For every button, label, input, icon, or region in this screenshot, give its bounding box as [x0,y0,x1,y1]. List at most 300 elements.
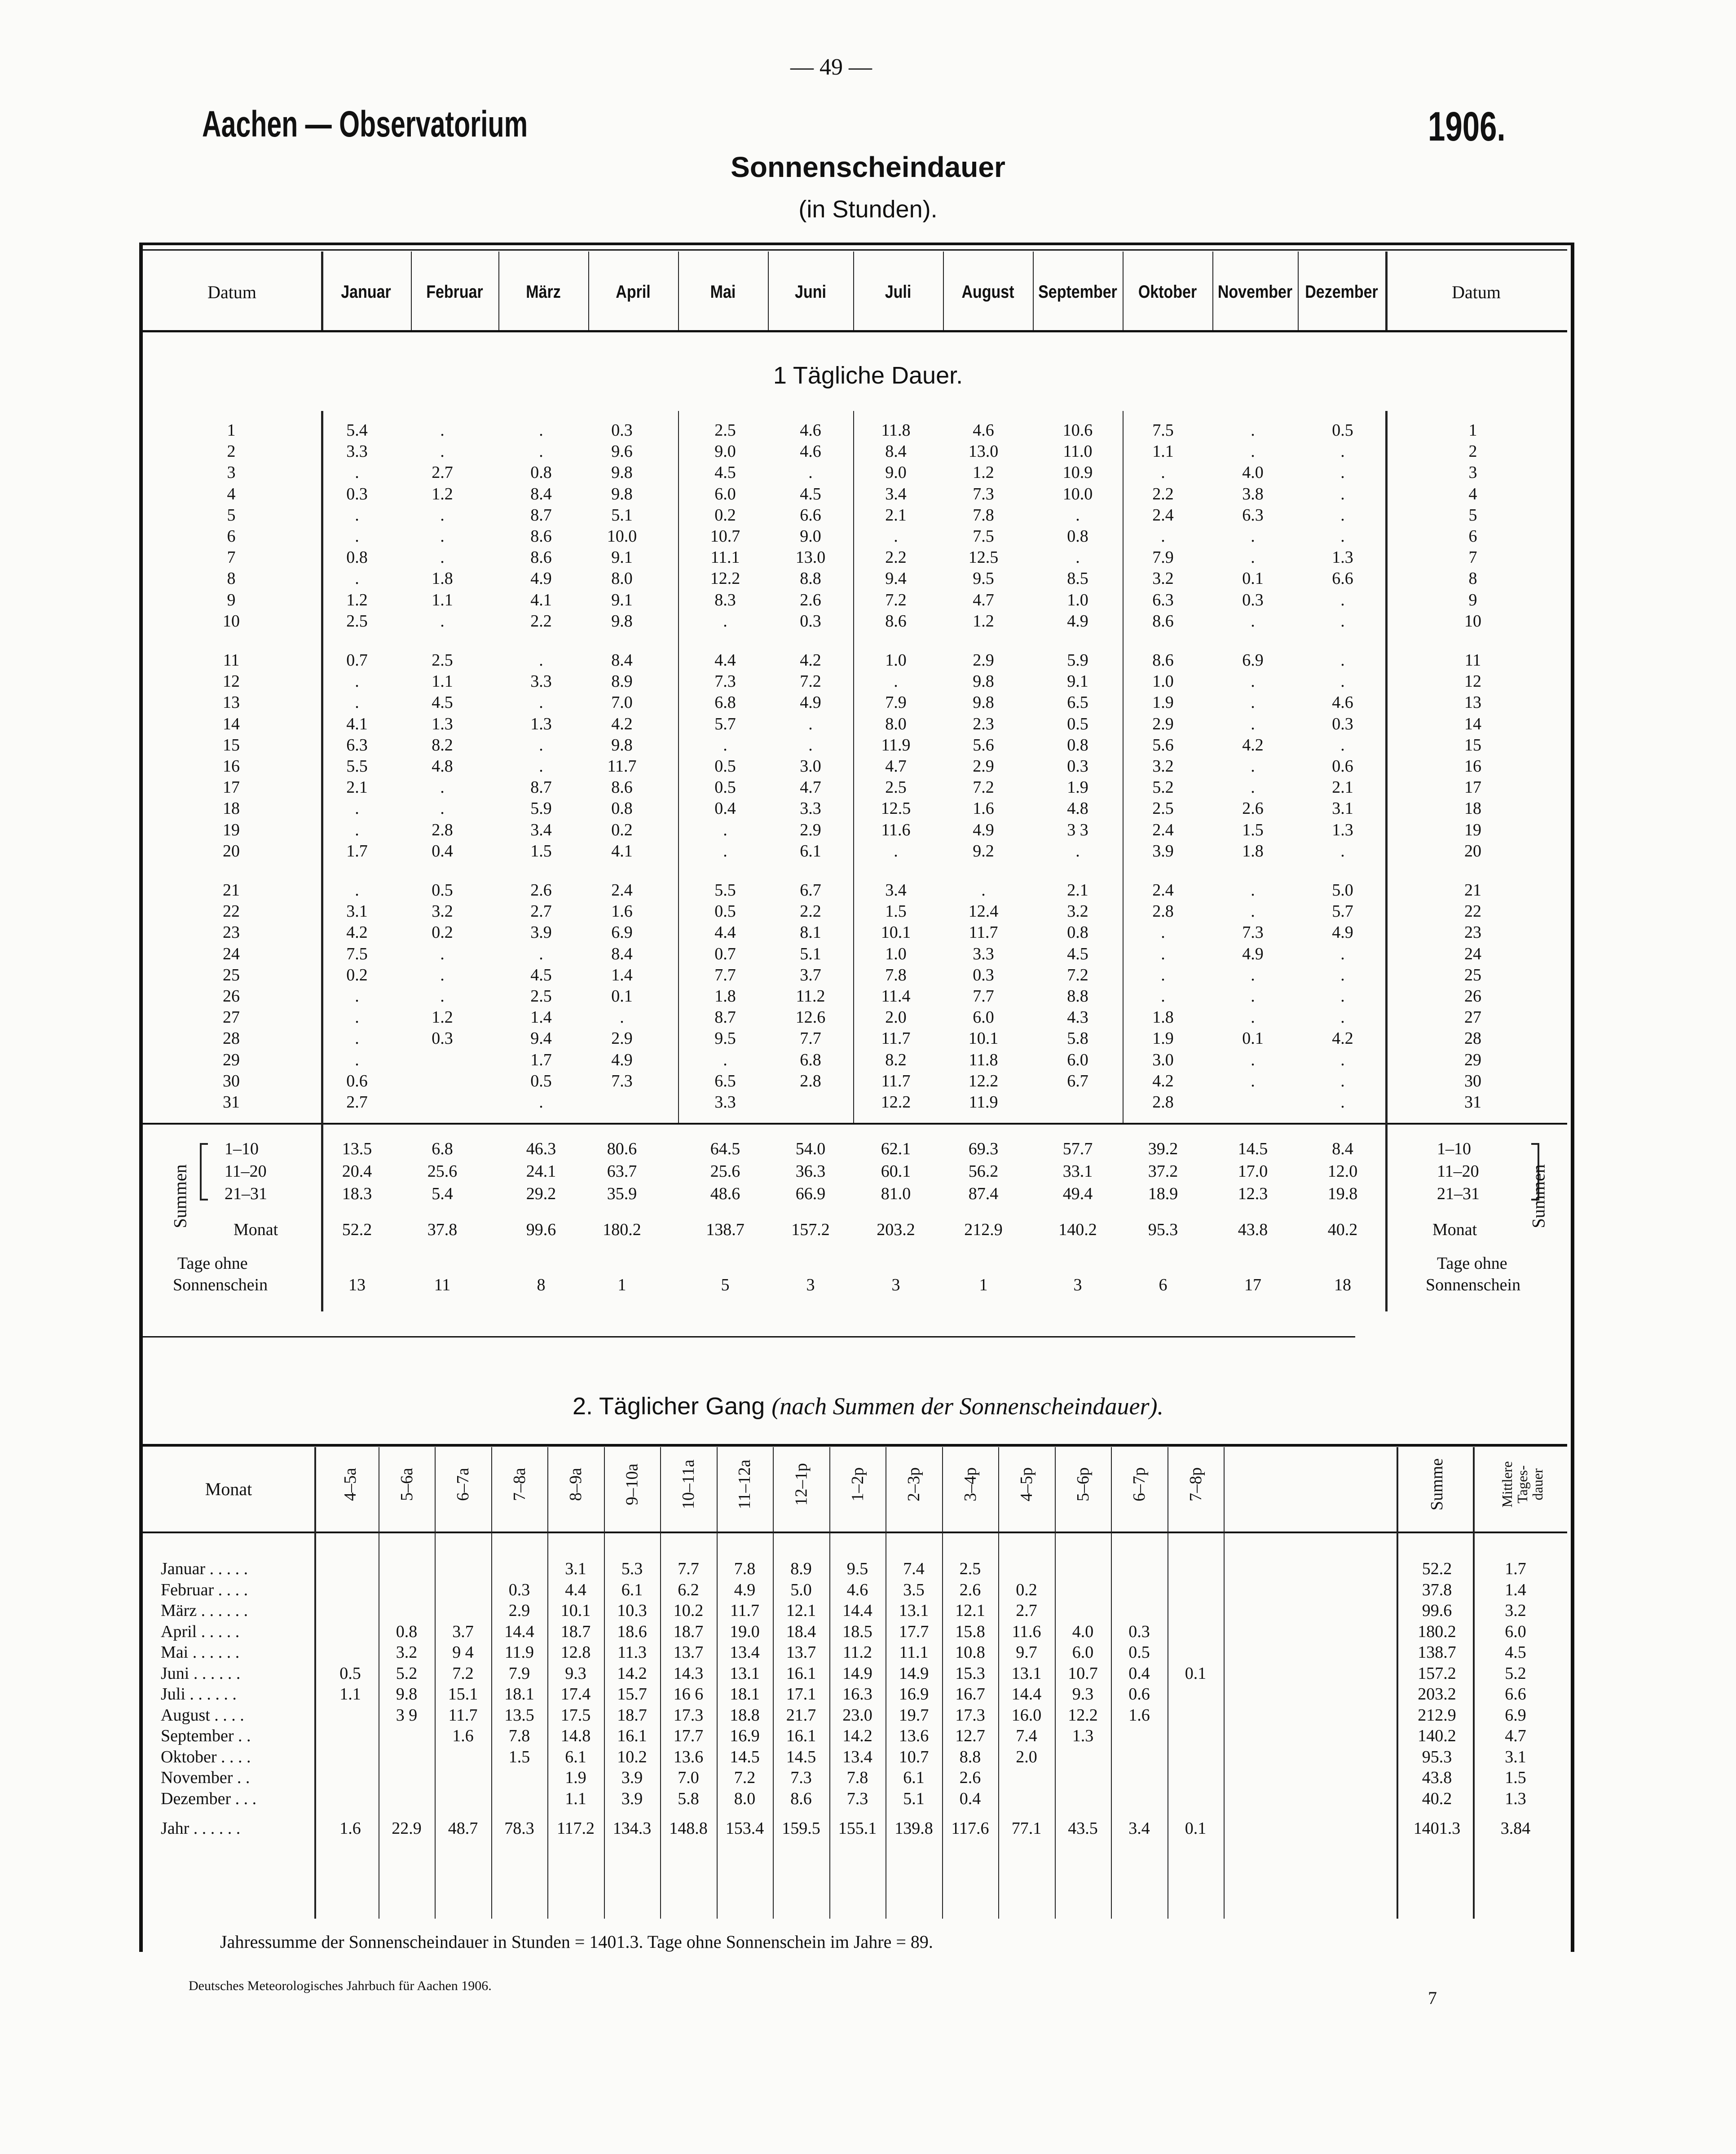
hourly-value: 2.6 [959,1580,981,1599]
daily-value: 4.9 [1242,944,1264,963]
month-sum: 180.2 [1418,1622,1456,1641]
daily-value: 9.8 [973,693,994,712]
month-mean: 6.9 [1505,1705,1526,1725]
hourly-value: 1.6 [1128,1705,1150,1725]
daily-value: 5.5 [714,881,736,900]
hour-label: 8–9a [566,1468,585,1501]
daily-value: 9.1 [611,548,633,567]
hourly-value: 18.7 [617,1705,647,1725]
daily-value: 4.5 [432,693,453,712]
daily-value: . [1340,841,1345,861]
month-row-label: Januar . . . . . [161,1559,248,1578]
daily-value: . [1340,1071,1345,1090]
day-number: 19 [223,820,240,839]
hourly-value: 13.1 [1011,1664,1042,1683]
summen-label: 21–31 [225,1184,267,1203]
daily-value: 2.9 [973,757,994,776]
section2-note: (nach Summen der Sonnenscheindauer). [771,1393,1164,1420]
month-header: Januar [341,282,391,302]
column-divider [853,252,854,330]
column-divider [768,252,769,330]
daily-value: 9.4 [530,1029,552,1048]
month-sum: 157.2 [1418,1664,1456,1683]
day-number: 10 [1464,611,1481,631]
daily-value: 3.2 [432,902,453,921]
daily-value: 10.6 [1062,421,1093,440]
hourly-value: 17.3 [673,1705,704,1725]
hourly-value: 18.7 [560,1622,591,1641]
day-number: 28 [1464,1029,1481,1048]
hourly-value: 16.7 [955,1685,985,1704]
year-hourly-value: 155.1 [838,1819,877,1838]
daily-value: 0.3 [1242,590,1264,609]
daily-value: 3.3 [973,944,994,963]
daily-value: . [355,1008,359,1027]
daily-value: 2.9 [800,820,821,839]
daily-value: 5.7 [714,714,736,733]
hourly-value: 2.0 [1016,1747,1037,1766]
hourly-value: 18.7 [673,1622,704,1641]
header-bottom-rule [143,330,1567,332]
daily-value: 0.5 [432,881,453,900]
hourly-value: 2.5 [959,1559,981,1578]
daily-value: 4.9 [800,693,821,712]
daily-value: 6.7 [1067,1071,1088,1090]
day-number: 31 [223,1093,240,1112]
daily-value: . [1161,923,1165,942]
summen-value: 62.1 [881,1139,911,1158]
month-header: Mai [710,282,736,302]
daily-value: 0.1 [611,987,633,1006]
daily-value: 4.5 [530,965,552,984]
day-number: 2 [227,442,236,461]
monat-header: Monat [205,1479,252,1499]
daily-value: . [440,965,445,984]
day-number: 30 [1464,1071,1481,1090]
daily-value: 13.0 [968,442,999,461]
daily-value: . [1340,965,1345,984]
year-sum: 1401.3 [1413,1819,1461,1838]
year-hourly-value: 1.6 [339,1819,361,1838]
summen-label: 1–10 [225,1139,259,1158]
daily-value: 0.1 [1242,1029,1264,1048]
daily-value: . [1251,442,1255,461]
daily-value: . [1340,735,1345,755]
hour-header [718,1451,772,1518]
daily-value: 4.4 [714,923,736,942]
daily-value: 3.4 [885,484,907,503]
hourly-value: 10.3 [617,1601,647,1620]
summen-value: 203.2 [877,1220,915,1239]
month-sum: 40.2 [1422,1789,1452,1808]
daily-value: . [1251,611,1255,631]
no-sun-label: Sonnenschein [1426,1276,1521,1294]
daily-value: 9.0 [800,527,821,546]
hour-header [549,1451,603,1518]
hour-label: 7–8a [510,1468,529,1501]
column-divider [604,1447,605,1919]
day-number: 7 [1468,548,1477,567]
daily-value: 1.7 [530,1050,552,1069]
hourly-value: 13.6 [899,1726,929,1745]
day-number: 12 [1464,672,1481,691]
daily-value: 9.0 [714,442,736,461]
hourly-value: 16.9 [730,1726,760,1745]
daily-value: 0.8 [530,463,552,482]
month-row-label: Dezember . . . [161,1789,257,1808]
daily-value: 1.3 [1332,548,1353,567]
hourly-value: 6.2 [678,1580,699,1599]
daily-value: 4.5 [714,463,736,482]
day-number: 3 [1468,463,1477,482]
daily-value: 3.3 [714,1093,736,1112]
hour-label: 5–6p [1073,1467,1093,1501]
no-sun-value: 1 [617,1276,626,1294]
daily-value: 5.1 [611,505,633,525]
no-sun-label: Tage ohne [1437,1254,1507,1273]
hourly-value: 1.1 [339,1685,361,1704]
no-sun-value: 5 [721,1276,730,1294]
daily-value: 8.6 [1152,611,1174,631]
daily-value: . [1340,611,1345,631]
daily-value: 4.8 [1067,799,1088,818]
daily-value: 3.8 [1242,484,1264,503]
daily-value: 4.6 [973,421,994,440]
hourly-value: 0.6 [1128,1685,1150,1704]
daily-value: 12.2 [710,569,740,588]
daily-value: 6.0 [973,1008,994,1027]
daily-value: 7.7 [714,965,736,984]
hourly-value: 2.6 [959,1768,981,1787]
daily-value: 2.4 [1152,881,1174,900]
column-divider [1055,1447,1056,1919]
no-sun-value: 3 [1073,1276,1082,1294]
summen-value: 12.0 [1327,1162,1358,1181]
daily-value: 4.4 [714,651,736,670]
daily-value: 4.9 [530,569,552,588]
summen-value: 17.0 [1238,1162,1268,1181]
hourly-value: 15.7 [617,1685,647,1704]
daily-value: 9.4 [885,569,907,588]
daily-value: 2.4 [1152,505,1174,525]
daily-value: . [1340,442,1345,461]
daily-value: 8.6 [530,527,552,546]
daily-value: . [894,672,898,691]
daily-value: 1.3 [432,714,453,733]
day-number: 14 [1464,714,1481,733]
daily-value: 2.2 [1152,484,1174,503]
daily-value: 7.9 [885,693,907,712]
daily-value: 5.9 [1067,651,1088,670]
daily-value: . [723,735,727,755]
daily-value: 8.5 [1067,569,1088,588]
hourly-value: 18.8 [730,1705,760,1725]
hour-label: 10–11a [679,1459,698,1510]
hourly-value: 7.4 [903,1559,925,1578]
daily-value: 8.7 [530,778,552,797]
daily-value: . [440,799,445,818]
daily-value: 1.9 [1152,1029,1174,1048]
datum-header-left: Datum [207,282,256,302]
daily-value: 4.7 [973,590,994,609]
daily-value: 0.3 [611,421,633,440]
daily-value: . [1161,987,1165,1006]
column-divider [1224,1447,1225,1919]
daily-value: 0.3 [800,611,821,631]
daily-value: 2.4 [1152,820,1174,839]
hourly-value: 7.2 [452,1664,474,1683]
hour-label: 4–5p [1017,1467,1036,1501]
hour-header [436,1451,490,1518]
hour-header [831,1451,885,1518]
hourly-value: 8.8 [959,1747,981,1766]
daily-value: 5.2 [1152,778,1174,797]
daily-value: . [355,820,359,839]
daily-value: . [539,757,543,776]
hourly-value: 0.3 [1128,1622,1150,1641]
daily-value: 2.2 [800,902,821,921]
day-number: 13 [1464,693,1481,712]
hourly-header-rule [143,1532,1567,1533]
daily-value: 11.7 [607,757,637,776]
daily-value: 12.2 [968,1071,999,1090]
month-mean: 6.0 [1505,1622,1526,1641]
daily-value: 5.7 [1332,902,1353,921]
daily-value: . [1251,778,1255,797]
daily-value: 6.1 [800,841,821,861]
daily-value: 1.2 [432,484,453,503]
column-divider [314,1447,316,1919]
daily-value: 1.1 [432,590,453,609]
hourly-value: 15.3 [955,1664,985,1683]
daily-value: 6.9 [611,923,633,942]
year-hourly-value: 134.3 [612,1819,652,1838]
daily-value: 1.8 [714,987,736,1006]
hourly-value: 3.9 [621,1768,643,1787]
daily-value: 8.4 [885,442,907,461]
hourly-value: 9.5 [846,1559,868,1578]
hourly-value: 12.7 [955,1726,985,1745]
daily-value: . [539,693,543,712]
daily-value: 2.8 [432,820,453,839]
hourly-value: 11.3 [617,1643,647,1662]
day-number: 21 [223,881,240,900]
daily-value: 0.5 [714,757,736,776]
month-header: Oktober [1138,282,1197,302]
column-divider [491,1447,492,1919]
hour-header [1169,1451,1223,1518]
day-number: 25 [223,965,240,984]
hourly-value: 10.2 [617,1747,647,1766]
daily-value: 0.2 [432,923,453,942]
daily-value: 1.0 [1067,590,1088,609]
month-sum: 43.8 [1422,1768,1452,1787]
year-hourly-value: 3.4 [1128,1819,1150,1838]
year-hourly-value: 159.5 [782,1819,820,1838]
daily-value: 1.2 [432,1008,453,1027]
hourly-value: 9.3 [565,1664,586,1683]
hourly-value: 8.9 [790,1559,812,1578]
day-number: 28 [223,1029,240,1048]
month-row-label: November . . [161,1768,250,1787]
hour-header [774,1451,828,1518]
daily-value: 11.0 [1063,442,1093,461]
station-heading: Aachen — Observatorium [202,104,528,145]
summen-value: 81.0 [881,1184,911,1203]
day-number: 9 [1468,590,1477,609]
daily-value: . [539,944,543,963]
hourly-value: 1.3 [1072,1726,1094,1745]
column-divider [1385,411,1388,1123]
day-number: 29 [223,1050,240,1069]
month-sum: 203.2 [1418,1685,1456,1704]
day-number: 23 [223,923,240,942]
daily-value: 9.5 [973,569,994,588]
daily-value: 0.5 [714,778,736,797]
summen-value: 80.6 [607,1139,637,1158]
no-sun-label: Sonnenschein [173,1276,268,1294]
daily-value: . [723,820,727,839]
month-row-label: Oktober . . . . [161,1747,251,1766]
daily-value: . [1251,965,1255,984]
daily-value: 5.1 [800,944,821,963]
daily-value: . [723,611,727,631]
column-divider [943,252,944,330]
daily-value: 1.8 [1152,1008,1174,1027]
mittel-label: Mittlere Tages-dauer [1499,1461,1546,1508]
daily-value: 7.2 [1067,965,1088,984]
summen-label: 11–20 [225,1162,267,1181]
daily-value: 8.4 [611,944,633,963]
daily-value: 9.8 [611,463,633,482]
column-divider [1397,1447,1398,1919]
day-number: 20 [1464,841,1481,861]
hourly-value: 0.4 [1128,1664,1150,1683]
daily-value: 6.6 [1332,569,1353,588]
daily-value: . [981,881,986,900]
daily-value: . [808,714,813,733]
summen-value: 8.4 [1332,1139,1353,1158]
hourly-value: 14.5 [786,1747,816,1766]
daily-value: . [1251,1050,1255,1069]
daily-value: 3.3 [530,672,552,691]
daily-value: 11.7 [881,1071,911,1090]
hour-label: 3–4p [961,1467,980,1501]
column-divider [1298,252,1299,330]
summen-value: 54.0 [795,1139,826,1158]
daily-value: 11.7 [881,1029,911,1048]
hourly-value: 11.6 [1012,1622,1041,1641]
column-divider [678,411,679,1123]
summen-value: 24.1 [526,1162,556,1181]
daily-value: 8.3 [714,590,736,609]
daily-value: 12.5 [881,799,911,818]
daily-value: . [894,841,898,861]
column-divider [1033,252,1034,330]
daily-value: 8.4 [611,651,633,670]
hourly-value: 10.2 [673,1601,704,1620]
daily-value: 7.2 [885,590,907,609]
day-number: 1 [227,421,236,440]
daily-value: 12.5 [968,548,999,567]
daily-value: . [1340,672,1345,691]
hour-label: 6–7a [454,1468,472,1501]
no-sun-value: 17 [1244,1276,1261,1294]
daily-value: . [1340,527,1345,546]
daily-value: 2.5 [714,421,736,440]
daily-value: 7.7 [800,1029,821,1048]
daily-value: 6.0 [714,484,736,503]
daily-value: . [440,611,445,631]
summen-value: 157.2 [791,1220,830,1239]
no-sun-value: 6 [1159,1276,1168,1294]
daily-value: 11.4 [881,987,911,1006]
hourly-value: 17.5 [560,1705,591,1725]
daily-value: . [355,569,359,588]
daily-value: 2.7 [346,1093,368,1112]
daily-value: 3.7 [800,965,821,984]
month-mean: 1.7 [1505,1559,1526,1578]
daily-value: 8.7 [530,505,552,525]
summen-value: 5.4 [432,1184,453,1203]
daily-value: 0.6 [346,1071,368,1090]
daily-value: 4.6 [800,442,821,461]
hourly-value: 13.7 [673,1643,704,1662]
daily-value: 4.2 [611,714,633,733]
day-number: 26 [1464,987,1481,1006]
hourly-value: 7.7 [678,1559,699,1578]
daily-value: 2.9 [611,1029,633,1048]
daily-value: 11.9 [969,1093,998,1112]
daily-value: 1.3 [1332,820,1353,839]
daily-value: 2.8 [1152,902,1174,921]
daily-value: 7.3 [973,484,994,503]
month-row-label: August . . . . [161,1705,244,1725]
daily-value: 0.5 [714,902,736,921]
hourly-value: 14.9 [899,1664,929,1683]
daily-value: . [440,987,445,1006]
daily-value: . [1251,548,1255,567]
daily-value: . [539,421,543,440]
hourly-value: 16.3 [842,1685,872,1704]
daily-value: 3.9 [1152,841,1174,861]
year-hourly-value: 78.3 [504,1819,534,1838]
month-mean: 3.1 [1505,1747,1526,1766]
daily-value: 0.7 [346,651,368,670]
daily-value: 9.2 [973,841,994,861]
hourly-value: 7.2 [734,1768,756,1787]
hourly-value: 7.3 [790,1768,812,1787]
day-number: 11 [223,651,240,670]
page-title: Sonnenscheindauer [731,151,1005,183]
month-row-label: September . . [161,1726,251,1745]
summen-value: 18.3 [342,1184,372,1203]
month-header: Februar [426,282,483,302]
daily-value: 4.7 [800,778,821,797]
hour-label: 6–7p [1130,1467,1149,1501]
daily-value: 4.2 [1152,1071,1174,1090]
year-hourly-value: 0.1 [1185,1819,1207,1838]
day-number: 5 [227,505,236,525]
summen-value: 87.4 [968,1184,999,1203]
hourly-value: 16.1 [617,1726,647,1745]
daily-value: . [539,735,543,755]
no-sun-value: 8 [537,1276,546,1294]
hourly-value: 5.8 [678,1789,699,1808]
daily-value: . [1161,944,1165,963]
hourly-value: 9 4 [452,1643,474,1662]
daily-value: 12.6 [795,1008,826,1027]
